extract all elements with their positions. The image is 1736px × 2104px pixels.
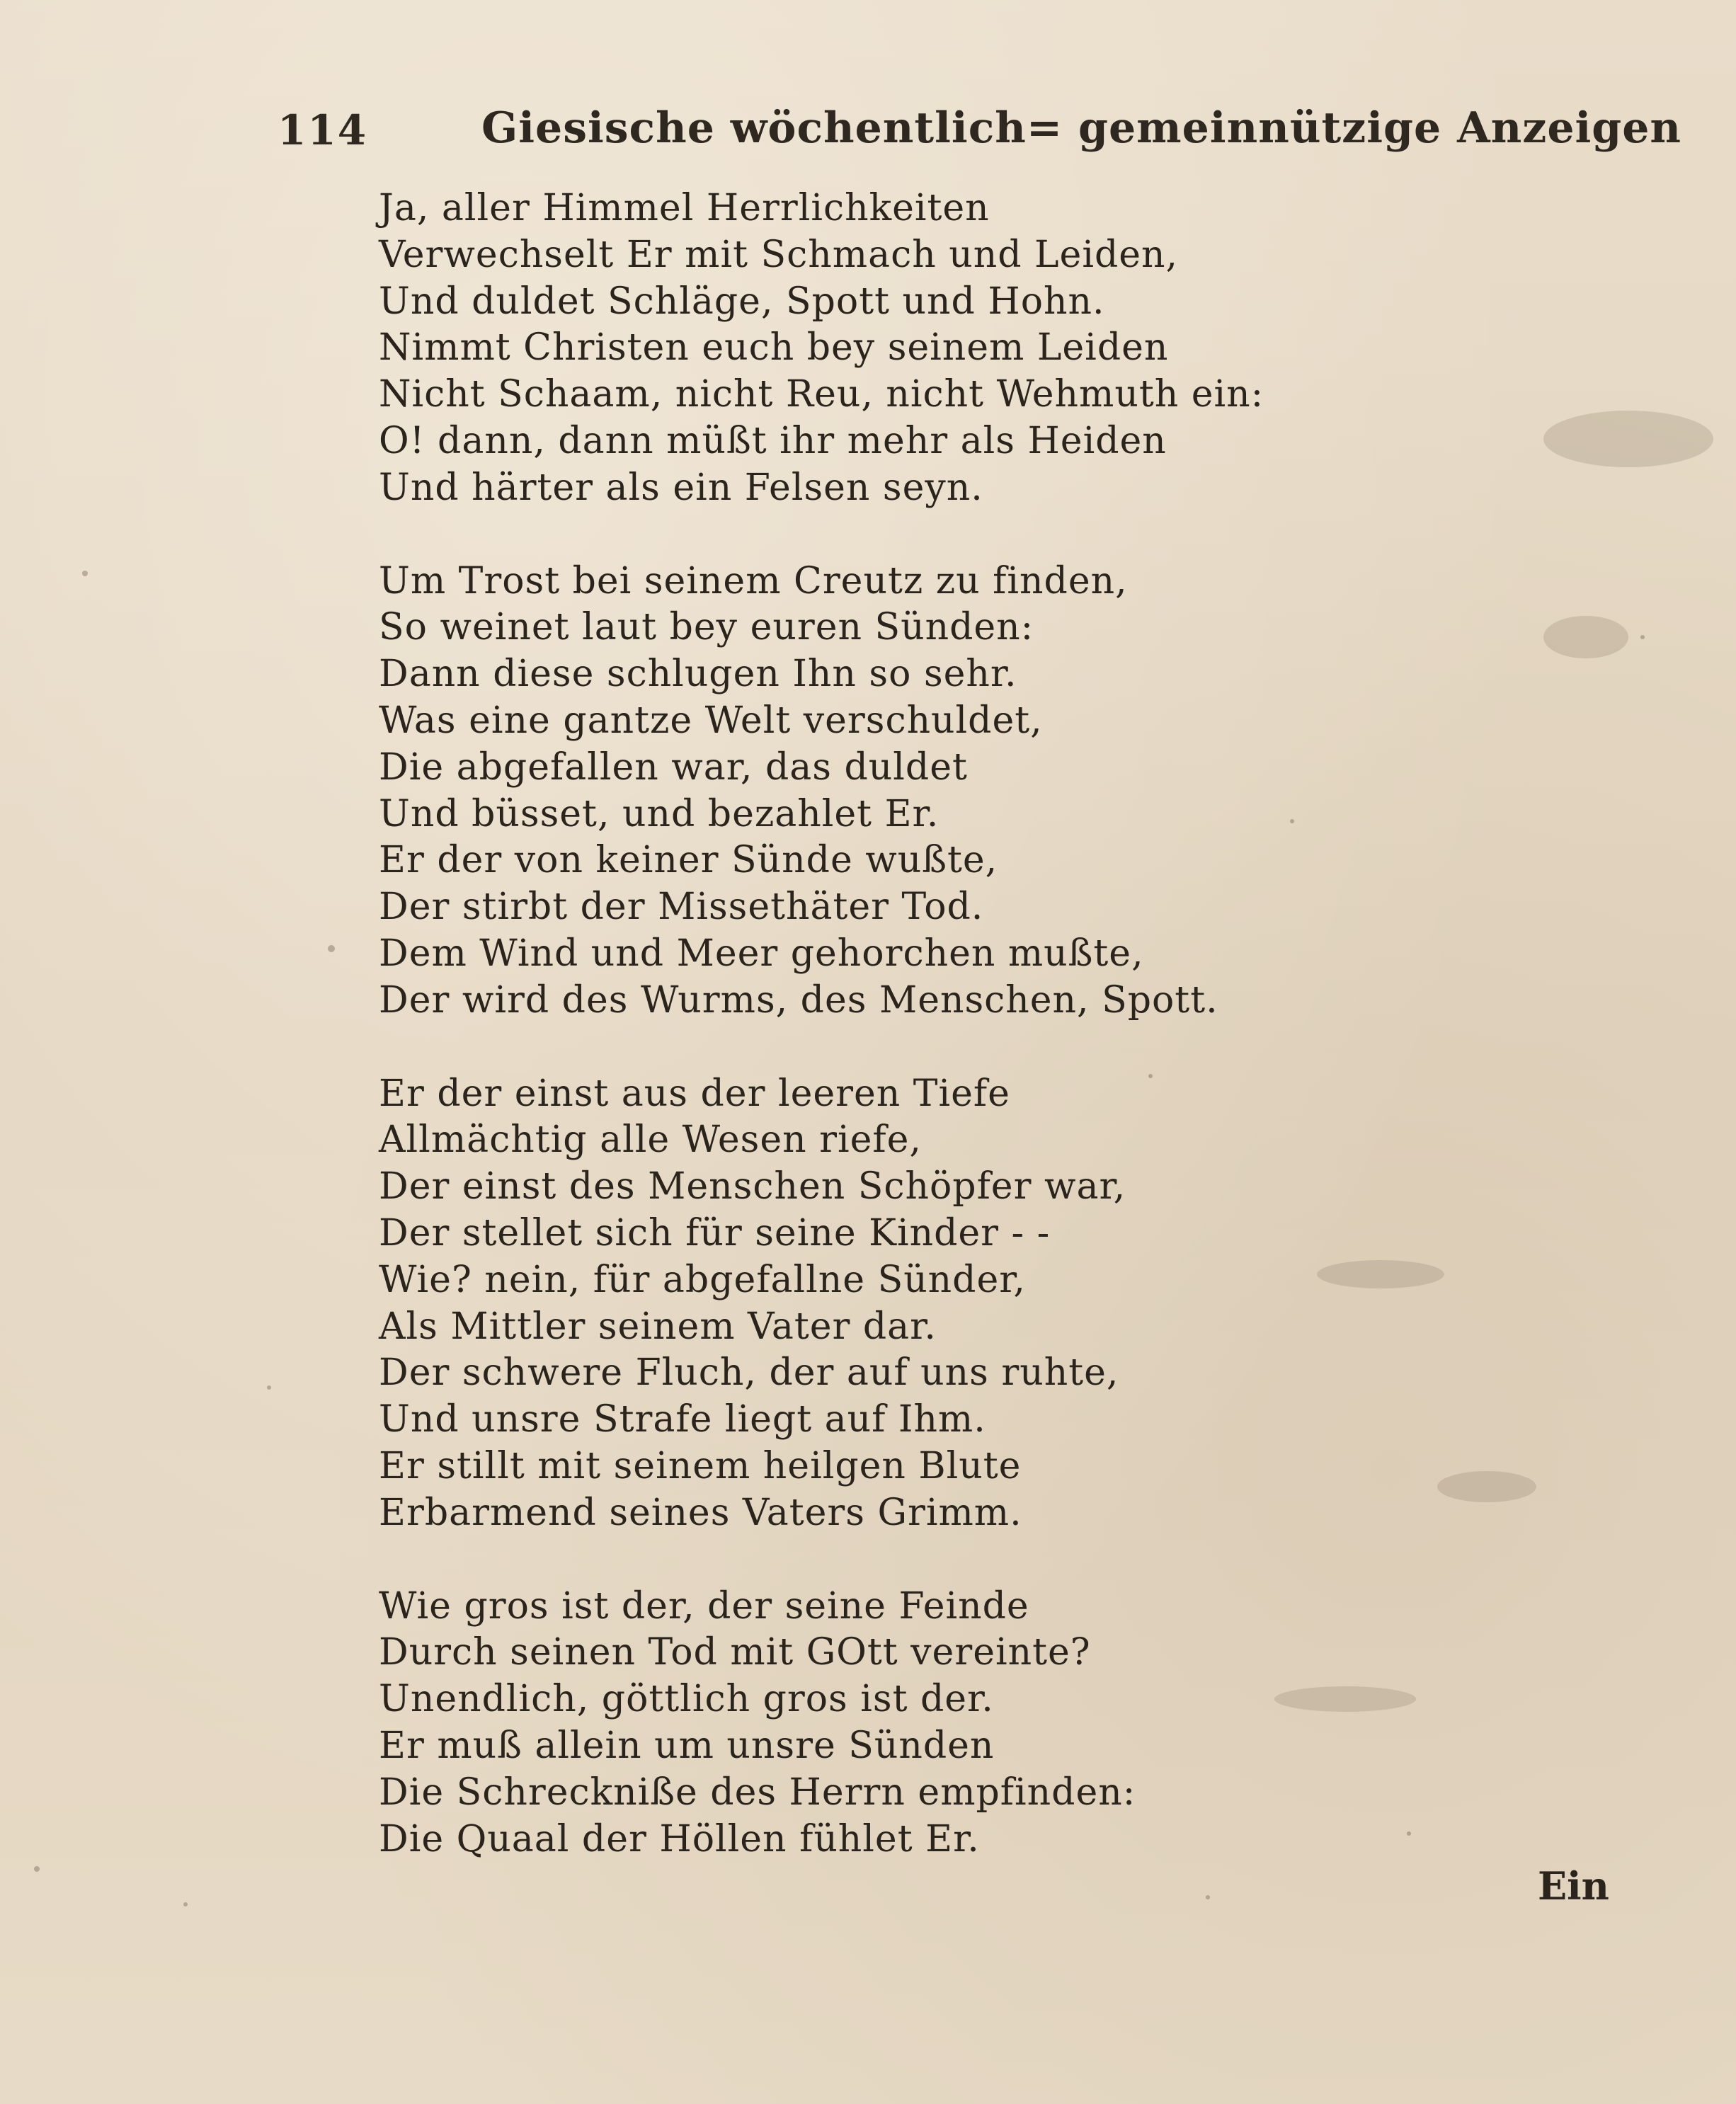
poem xyxy=(379,185,1441,1863)
verse-line: Dann diese schlugen Ihn so sehr. xyxy=(379,653,1017,696)
verse-line: Der einst des Menschen Schöpfer war, xyxy=(379,1165,1126,1208)
verse-line: Durch seinen Tod mit GOtt vereinte? xyxy=(379,1631,1091,1674)
verse-line: Die Quaal der Höllen fühlet Er. xyxy=(379,1817,980,1860)
verse-line: Und duldet Schläge, Spott und Hohn. xyxy=(379,280,1105,323)
verse-line: Wie gros ist der, der seine Feinde xyxy=(379,1584,1029,1628)
verse-line: Der stirbt der Missethäter Tod. xyxy=(379,886,984,929)
verse-line: Allmächtig alle Wesen riefe, xyxy=(379,1119,922,1162)
verse-line: Und büsset, und bezahlet Er. xyxy=(379,792,940,835)
page-number: 114 xyxy=(278,106,368,154)
verse-line: Die abgefallen war, das duldet xyxy=(379,745,968,789)
verse-line: Der wird des Wurms, des Menschen, Spott. xyxy=(379,978,1218,1022)
verse-line: Nimmt Christen euch bey seinem Leiden xyxy=(379,326,1169,370)
stanza-2 xyxy=(379,559,1441,1024)
verse-line: Nicht Schaam, nicht Reu, nicht Wehmuth ein: xyxy=(379,373,1264,416)
verse-line: Erbarmend seines Vaters Grimm. xyxy=(379,1491,1022,1534)
running-title: Giesische wöchentlich= gemeinnützige Anzeigen xyxy=(481,103,1682,153)
stanza-1 xyxy=(379,185,1441,512)
verse-line: Wie? nein, für abgefallne Sünder, xyxy=(379,1258,1026,1301)
verse-line: Der schwere Fluch, der auf uns ruhte, xyxy=(379,1351,1119,1395)
verse-line: Was eine gantze Welt verschuldet, xyxy=(379,699,1043,742)
verse-line: Dem Wind und Meer gehorchen mußte, xyxy=(379,932,1144,975)
verse-line: Der stellet sich für seine Kinder - - xyxy=(379,1211,1051,1254)
verse-line: Ja, aller Himmel Herrlichkeiten xyxy=(379,187,990,229)
verse-line: Die Schreckniße des Herrn empfinden: xyxy=(379,1771,1136,1814)
stanza-3 xyxy=(379,1071,1441,1537)
verse-line: Unendlich, göttlich gros ist der. xyxy=(379,1678,994,1721)
verse-line: So weinet laut bey euren Sünden: xyxy=(379,606,1034,649)
verse-line: Um Trost bei seinem Creutz zu finden, xyxy=(379,559,1128,602)
verse-line: Und unsre Strafe liegt auf Ihm. xyxy=(379,1398,986,1441)
verse-line: Er stillt mit seinem heilgen Blute xyxy=(379,1444,1022,1487)
verse-line: Er der einst aus der leeren Tiefe xyxy=(379,1072,1010,1115)
verse-line: O! dann, dann müßt ihr mehr als Heiden xyxy=(379,419,1167,462)
verse-line: Verwechselt Er mit Schmach und Leiden, xyxy=(379,233,1179,276)
verse-line: Er der von keiner Sünde wußte, xyxy=(379,839,998,882)
catchword: Ein xyxy=(1538,1863,1609,1909)
verse-line: Er muß allein um unsre Sünden xyxy=(379,1724,995,1767)
verse-line: Und härter als ein Felsen seyn. xyxy=(379,466,983,509)
stanza-4 xyxy=(379,1584,1441,1863)
verse-line: Als Mittler seinem Vater dar. xyxy=(379,1305,937,1348)
